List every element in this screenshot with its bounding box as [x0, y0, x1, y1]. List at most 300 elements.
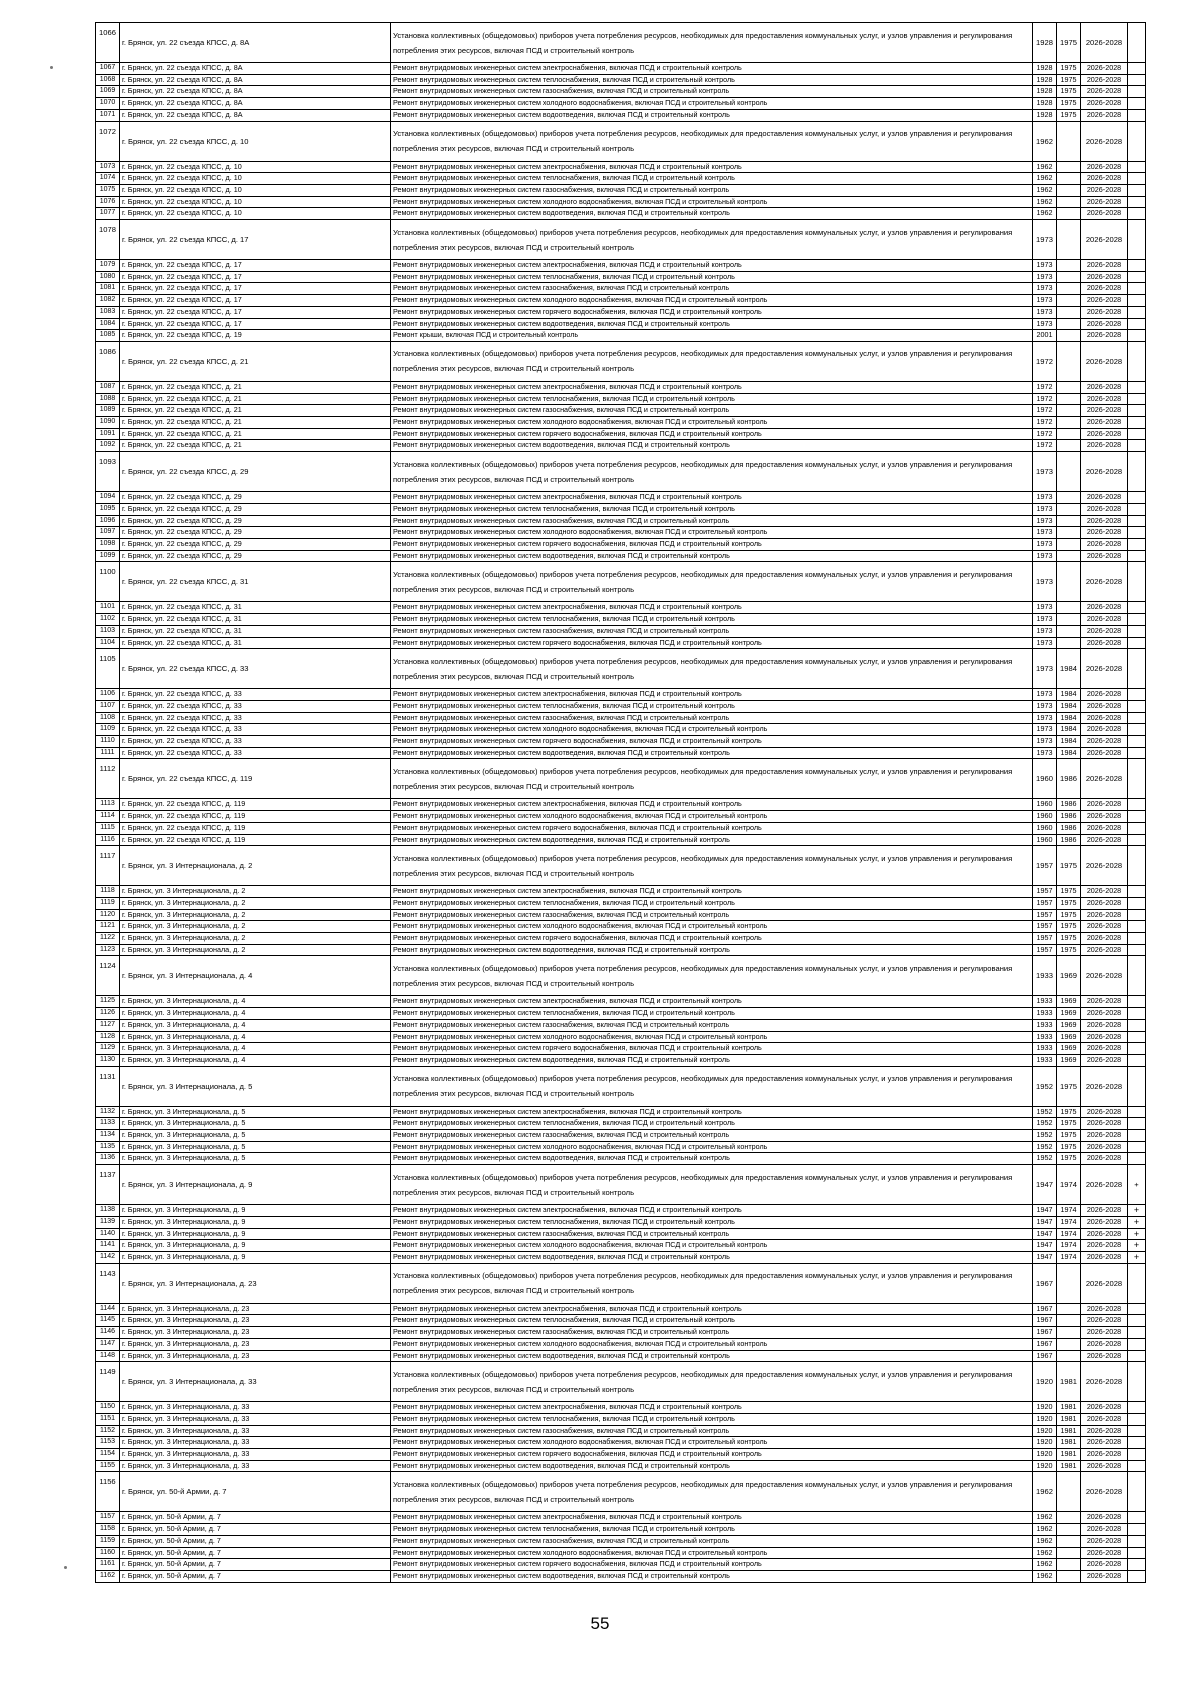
last-repair-year-cell: 1981 — [1057, 1402, 1081, 1414]
build-year-cell: 1960 — [1033, 759, 1057, 799]
planned-period-cell: 2026-2028 — [1081, 1106, 1128, 1118]
work-type-cell: Ремонт внутридомовых инженерных систем горячего водоснабжения, включая ПСД и строительный контроль — [391, 1559, 1033, 1571]
table-row — [96, 1559, 1146, 1571]
work-type-cell: Ремонт внутридомовых инженерных систем водоотведения, включая ПСД и строительный контроль — [391, 109, 1033, 121]
mark-cell — [1128, 1118, 1146, 1130]
table-row — [96, 23, 1146, 63]
address-cell: г. Брянск, ул. 3 Интернационала, д. 23 — [120, 1263, 391, 1303]
build-year-cell: 1967 — [1033, 1338, 1057, 1350]
mark-cell — [1128, 260, 1146, 272]
mark-cell — [1128, 562, 1146, 602]
last-repair-year-cell: 1974 — [1057, 1240, 1081, 1252]
mark-cell — [1128, 886, 1146, 898]
mark-cell — [1128, 1338, 1146, 1350]
mark-cell — [1128, 1327, 1146, 1339]
build-year-cell: 1947 — [1033, 1165, 1057, 1205]
table-row — [96, 1165, 1146, 1205]
work-type-cell: Установка коллективных (общедомовых) приборов учета потребления ресурсов, необходимых для предоставления коммунальных услуг, и узлов управления и регулирования потребления этих ресурсов, включая ПСД и строительный контроль — [391, 1066, 1033, 1106]
build-year-cell: 1952 — [1033, 1141, 1057, 1153]
row-number: 1117 — [96, 846, 120, 886]
row-number: 1135 — [96, 1141, 120, 1153]
row-number: 1140 — [96, 1228, 120, 1240]
planned-period-cell: 2026-2028 — [1081, 1570, 1128, 1582]
table-row — [96, 689, 1146, 701]
table-row — [96, 1327, 1146, 1339]
row-number: 1126 — [96, 1008, 120, 1020]
planned-period-cell: 2026-2028 — [1081, 503, 1128, 515]
planned-period-cell: 2026-2028 — [1081, 330, 1128, 342]
work-type-cell: Ремонт внутридомовых инженерных систем холодного водоснабжения, включая ПСД и строительный контроль — [391, 1437, 1033, 1449]
last-repair-year-cell: 1974 — [1057, 1165, 1081, 1205]
row-number: 1148 — [96, 1350, 120, 1362]
row-number: 1079 — [96, 260, 120, 272]
address-cell: г. Брянск, ул. 22 съезда КПСС, д. 119 — [120, 822, 391, 834]
work-type-cell: Ремонт внутридомовых инженерных систем холодного водоснабжения, включая ПСД и строительный контроль — [391, 1031, 1033, 1043]
address-cell: г. Брянск, ул. 3 Интернационала, д. 4 — [120, 996, 391, 1008]
planned-period-cell: 2026-2028 — [1081, 625, 1128, 637]
table-row — [96, 161, 1146, 173]
row-number: 1127 — [96, 1019, 120, 1031]
work-type-cell: Ремонт внутридомовых инженерных систем газоснабжения, включая ПСД и строительный контроль — [391, 909, 1033, 921]
build-year-cell: 1973 — [1033, 747, 1057, 759]
mark-cell — [1128, 1043, 1146, 1055]
row-number: 1137 — [96, 1165, 120, 1205]
build-year-cell: 2001 — [1033, 330, 1057, 342]
work-type-cell: Ремонт внутридомовых инженерных систем электроснабжения, включая ПСД и строительный контроль — [391, 602, 1033, 614]
address-cell: г. Брянск, ул. 3 Интернационала, д. 5 — [120, 1141, 391, 1153]
mark-cell — [1128, 822, 1146, 834]
row-number: 1073 — [96, 161, 120, 173]
work-type-cell: Ремонт внутридомовых инженерных систем теплоснабжения, включая ПСД и строительный контроль — [391, 1118, 1033, 1130]
table-row — [96, 109, 1146, 121]
work-type-cell: Ремонт внутридомовых инженерных систем водоотведения, включая ПСД и строительный контроль — [391, 1153, 1033, 1165]
build-year-cell: 1957 — [1033, 944, 1057, 956]
build-year-cell: 1973 — [1033, 712, 1057, 724]
table-row — [96, 1252, 1146, 1264]
last-repair-year-cell — [1057, 550, 1081, 562]
work-type-cell: Ремонт внутридомовых инженерных систем электроснабжения, включая ПСД и строительный контроль — [391, 1205, 1033, 1217]
work-type-cell: Ремонт внутридомовых инженерных систем горячего водоснабжения, включая ПСД и строительный контроль — [391, 933, 1033, 945]
last-repair-year-cell: 1974 — [1057, 1216, 1081, 1228]
table-row — [96, 1547, 1146, 1559]
row-number: 1124 — [96, 956, 120, 996]
mark-cell — [1128, 306, 1146, 318]
build-year-cell: 1973 — [1033, 306, 1057, 318]
row-number: 1067 — [96, 63, 120, 75]
planned-period-cell: 2026-2028 — [1081, 1547, 1128, 1559]
build-year-cell: 1973 — [1033, 271, 1057, 283]
address-cell: г. Брянск, ул. 50-й Армии, д. 7 — [120, 1570, 391, 1582]
build-year-cell: 1962 — [1033, 121, 1057, 161]
last-repair-year-cell — [1057, 271, 1081, 283]
planned-period-cell: 2026-2028 — [1081, 1315, 1128, 1327]
row-number: 1099 — [96, 550, 120, 562]
build-year-cell: 1972 — [1033, 341, 1057, 381]
address-cell: г. Брянск, ул. 22 съезда КПСС, д. 21 — [120, 381, 391, 393]
mark-cell — [1128, 1153, 1146, 1165]
work-type-cell: Ремонт внутридомовых инженерных систем холодного водоснабжения, включая ПСД и строительный контроль — [391, 1141, 1033, 1153]
address-cell: г. Брянск, ул. 22 съезда КПСС, д. 10 — [120, 173, 391, 185]
last-repair-year-cell: 1981 — [1057, 1425, 1081, 1437]
address-cell: г. Брянск, ул. 22 съезда КПСС, д. 29 — [120, 452, 391, 492]
planned-period-cell: 2026-2028 — [1081, 381, 1128, 393]
table-row — [96, 306, 1146, 318]
work-type-cell: Установка коллективных (общедомовых) приборов учета потребления ресурсов, необходимых для предоставления коммунальных услуг, и узлов управления и регулирования потребления этих ресурсов, включая ПСД и строительный контроль — [391, 956, 1033, 996]
work-type-cell: Установка коллективных (общедомовых) приборов учета потребления ресурсов, необходимых для предоставления коммунальных услуг, и узлов управления и регулирования потребления этих ресурсов, включая ПСД и строительный контроль — [391, 220, 1033, 260]
mark-cell — [1128, 196, 1146, 208]
table-row — [96, 1130, 1146, 1142]
row-number: 1103 — [96, 625, 120, 637]
address-cell: г. Брянск, ул. 3 Интернационала, д. 33 — [120, 1425, 391, 1437]
mark-cell — [1128, 1303, 1146, 1315]
address-cell: г. Брянск, ул. 22 съезда КПСС, д. 21 — [120, 417, 391, 429]
address-cell: г. Брянск, ул. 3 Интернационала, д. 4 — [120, 956, 391, 996]
address-cell: г. Брянск, ул. 22 съезда КПСС, д. 8А — [120, 98, 391, 110]
planned-period-cell: 2026-2028 — [1081, 1402, 1128, 1414]
row-number: 1105 — [96, 649, 120, 689]
mark-cell — [1128, 909, 1146, 921]
work-type-cell: Установка коллективных (общедомовых) приборов учета потребления ресурсов, необходимых для предоставления коммунальных услуг, и узлов управления и регулирования потребления этих ресурсов, включая ПСД и строительный контроль — [391, 341, 1033, 381]
address-cell: г. Брянск, ул. 22 съезда КПСС, д. 33 — [120, 736, 391, 748]
row-number: 1094 — [96, 492, 120, 504]
table-row — [96, 405, 1146, 417]
build-year-cell: 1957 — [1033, 921, 1057, 933]
planned-period-cell: 2026-2028 — [1081, 1437, 1128, 1449]
last-repair-year-cell: 1975 — [1057, 1118, 1081, 1130]
mark-cell — [1128, 515, 1146, 527]
address-cell: г. Брянск, ул. 22 съезда КПСС, д. 31 — [120, 614, 391, 626]
last-repair-year-cell — [1057, 1350, 1081, 1362]
build-year-cell: 1960 — [1033, 822, 1057, 834]
work-type-cell: Ремонт внутридомовых инженерных систем водоотведения, включая ПСД и строительный контроль — [391, 1252, 1033, 1264]
planned-period-cell: 2026-2028 — [1081, 822, 1128, 834]
row-number: 1136 — [96, 1153, 120, 1165]
table-row — [96, 121, 1146, 161]
build-year-cell: 1957 — [1033, 846, 1057, 886]
row-number: 1144 — [96, 1303, 120, 1315]
table-row — [96, 799, 1146, 811]
mark-cell — [1128, 1141, 1146, 1153]
address-cell: г. Брянск, ул. 22 съезда КПСС, д. 21 — [120, 393, 391, 405]
build-year-cell: 1973 — [1033, 700, 1057, 712]
mark-cell — [1128, 1106, 1146, 1118]
table-row — [96, 1524, 1146, 1536]
planned-period-cell: 2026-2028 — [1081, 417, 1128, 429]
last-repair-year-cell: 1969 — [1057, 1031, 1081, 1043]
planned-period-cell: 2026-2028 — [1081, 649, 1128, 689]
last-repair-year-cell: 1981 — [1057, 1413, 1081, 1425]
mark-cell — [1128, 330, 1146, 342]
table-row — [96, 712, 1146, 724]
address-cell: г. Брянск, ул. 22 съезда КПСС, д. 17 — [120, 220, 391, 260]
work-type-cell: Ремонт внутридомовых инженерных систем холодного водоснабжения, включая ПСД и строительный контроль — [391, 1240, 1033, 1252]
planned-period-cell: 2026-2028 — [1081, 1066, 1128, 1106]
build-year-cell: 1962 — [1033, 1512, 1057, 1524]
last-repair-year-cell — [1057, 393, 1081, 405]
table-row — [96, 921, 1146, 933]
mark-cell — [1128, 1524, 1146, 1536]
work-type-cell: Ремонт внутридомовых инженерных систем теплоснабжения, включая ПСД и строительный контроль — [391, 74, 1033, 86]
planned-period-cell: 2026-2028 — [1081, 283, 1128, 295]
mark-cell — [1128, 1362, 1146, 1402]
table-row — [96, 1118, 1146, 1130]
mark-cell — [1128, 208, 1146, 220]
address-cell: г. Брянск, ул. 3 Интернационала, д. 23 — [120, 1338, 391, 1350]
planned-period-cell: 2026-2028 — [1081, 492, 1128, 504]
build-year-cell: 1920 — [1033, 1460, 1057, 1472]
work-type-cell: Ремонт внутридомовых инженерных систем водоотведения, включая ПСД и строительный контроль — [391, 208, 1033, 220]
mark-cell — [1128, 121, 1146, 161]
planned-period-cell: 2026-2028 — [1081, 886, 1128, 898]
work-type-cell: Ремонт внутридомовых инженерных систем холодного водоснабжения, включая ПСД и строительный контроль — [391, 527, 1033, 539]
last-repair-year-cell — [1057, 260, 1081, 272]
build-year-cell: 1957 — [1033, 933, 1057, 945]
address-cell: г. Брянск, ул. 22 съезда КПСС, д. 119 — [120, 834, 391, 846]
table-row — [96, 724, 1146, 736]
mark-cell — [1128, 799, 1146, 811]
build-year-cell: 1962 — [1033, 1547, 1057, 1559]
work-type-cell: Ремонт внутридомовых инженерных систем газоснабжения, включая ПСД и строительный контроль — [391, 1228, 1033, 1240]
row-number: 1142 — [96, 1252, 120, 1264]
planned-period-cell: 2026-2028 — [1081, 428, 1128, 440]
row-number: 1157 — [96, 1512, 120, 1524]
table-body — [96, 23, 1146, 1583]
address-cell: г. Брянск, ул. 22 съезда КПСС, д. 119 — [120, 811, 391, 823]
last-repair-year-cell — [1057, 602, 1081, 614]
work-type-cell: Ремонт внутридомовых инженерных систем газоснабжения, включая ПСД и строительный контроль — [391, 1327, 1033, 1339]
build-year-cell: 1952 — [1033, 1118, 1057, 1130]
row-number: 1081 — [96, 283, 120, 295]
build-year-cell: 1972 — [1033, 417, 1057, 429]
address-cell: г. Брянск, ул. 22 съезда КПСС, д. 29 — [120, 550, 391, 562]
page-number: 55 — [590, 1614, 610, 1633]
row-number: 1085 — [96, 330, 120, 342]
planned-period-cell: 2026-2028 — [1081, 1327, 1128, 1339]
address-cell: г. Брянск, ул. 22 съезда КПСС, д. 33 — [120, 649, 391, 689]
last-repair-year-cell — [1057, 1547, 1081, 1559]
table-row — [96, 602, 1146, 614]
planned-period-cell: 2026-2028 — [1081, 637, 1128, 649]
work-type-cell: Установка коллективных (общедомовых) приборов учета потребления ресурсов, необходимых для предоставления коммунальных услуг, и узлов управления и регулирования потребления этих ресурсов, включая ПСД и строительный контроль — [391, 759, 1033, 799]
table-row — [96, 538, 1146, 550]
mark-cell: + — [1128, 1228, 1146, 1240]
row-number: 1072 — [96, 121, 120, 161]
last-repair-year-cell: 1981 — [1057, 1362, 1081, 1402]
last-repair-year-cell: 1981 — [1057, 1437, 1081, 1449]
mark-cell — [1128, 614, 1146, 626]
work-type-cell: Ремонт внутридомовых инженерных систем водоотведения, включая ПСД и строительный контроль — [391, 550, 1033, 562]
planned-period-cell: 2026-2028 — [1081, 1535, 1128, 1547]
address-cell: г. Брянск, ул. 3 Интернационала, д. 4 — [120, 1019, 391, 1031]
last-repair-year-cell: 1969 — [1057, 996, 1081, 1008]
last-repair-year-cell — [1057, 220, 1081, 260]
work-type-cell: Ремонт внутридомовых инженерных систем холодного водоснабжения, включая ПСД и строительный контроль — [391, 1338, 1033, 1350]
last-repair-year-cell: 1975 — [1057, 846, 1081, 886]
planned-period-cell: 2026-2028 — [1081, 196, 1128, 208]
mark-cell — [1128, 417, 1146, 429]
mark-cell — [1128, 1425, 1146, 1437]
row-number: 1068 — [96, 74, 120, 86]
row-number: 1087 — [96, 381, 120, 393]
table-row — [96, 1512, 1146, 1524]
build-year-cell: 1962 — [1033, 1559, 1057, 1571]
address-cell: г. Брянск, ул. 22 съезда КПСС, д. 10 — [120, 196, 391, 208]
table-row — [96, 897, 1146, 909]
last-repair-year-cell — [1057, 1535, 1081, 1547]
table-row — [96, 1054, 1146, 1066]
last-repair-year-cell — [1057, 503, 1081, 515]
planned-period-cell: 2026-2028 — [1081, 220, 1128, 260]
table-row — [96, 1413, 1146, 1425]
build-year-cell: 1920 — [1033, 1402, 1057, 1414]
table-row — [96, 1402, 1146, 1414]
address-cell: г. Брянск, ул. 3 Интернационала, д. 5 — [120, 1106, 391, 1118]
address-cell: г. Брянск, ул. 50-й Армии, д. 7 — [120, 1535, 391, 1547]
row-number: 1089 — [96, 405, 120, 417]
planned-period-cell: 2026-2028 — [1081, 1216, 1128, 1228]
work-type-cell: Ремонт внутридомовых инженерных систем горячего водоснабжения, включая ПСД и строительный контроль — [391, 822, 1033, 834]
table-row — [96, 614, 1146, 626]
address-cell: г. Брянск, ул. 22 съезда КПСС, д. 33 — [120, 724, 391, 736]
build-year-cell: 1973 — [1033, 452, 1057, 492]
address-cell: г. Брянск, ул. 22 съезда КПСС, д. 119 — [120, 799, 391, 811]
mark-cell — [1128, 602, 1146, 614]
mark-cell — [1128, 492, 1146, 504]
last-repair-year-cell — [1057, 1512, 1081, 1524]
row-number: 1118 — [96, 886, 120, 898]
row-number: 1153 — [96, 1437, 120, 1449]
mark-cell — [1128, 220, 1146, 260]
row-number: 1113 — [96, 799, 120, 811]
row-number: 1110 — [96, 736, 120, 748]
row-number: 1119 — [96, 897, 120, 909]
work-type-cell: Ремонт внутридомовых инженерных систем теплоснабжения, включая ПСД и строительный контроль — [391, 897, 1033, 909]
row-number: 1115 — [96, 822, 120, 834]
planned-period-cell: 2026-2028 — [1081, 1008, 1128, 1020]
last-repair-year-cell — [1057, 1338, 1081, 1350]
address-cell: г. Брянск, ул. 22 съезда КПСС, д. 19 — [120, 330, 391, 342]
address-cell: г. Брянск, ул. 3 Интернационала, д. 5 — [120, 1066, 391, 1106]
last-repair-year-cell — [1057, 1315, 1081, 1327]
last-repair-year-cell — [1057, 527, 1081, 539]
address-cell: г. Брянск, ул. 22 съезда КПСС, д. 31 — [120, 637, 391, 649]
last-repair-year-cell: 1975 — [1057, 1130, 1081, 1142]
row-number: 1130 — [96, 1054, 120, 1066]
work-type-cell: Ремонт внутридомовых инженерных систем горячего водоснабжения, включая ПСД и строительный контроль — [391, 1043, 1033, 1055]
work-type-cell: Ремонт внутридомовых инженерных систем холодного водоснабжения, включая ПСД и строительный контроль — [391, 1547, 1033, 1559]
address-cell: г. Брянск, ул. 3 Интернационала, д. 2 — [120, 909, 391, 921]
row-number: 1074 — [96, 173, 120, 185]
work-type-cell: Ремонт внутридомовых инженерных систем теплоснабжения, включая ПСД и строительный контроль — [391, 700, 1033, 712]
address-cell: г. Брянск, ул. 22 съезда КПСС, д. 33 — [120, 747, 391, 759]
build-year-cell: 1973 — [1033, 637, 1057, 649]
planned-period-cell: 2026-2028 — [1081, 1559, 1128, 1571]
table-row — [96, 1437, 1146, 1449]
last-repair-year-cell — [1057, 440, 1081, 452]
row-number: 1076 — [96, 196, 120, 208]
row-number: 1150 — [96, 1402, 120, 1414]
build-year-cell: 1947 — [1033, 1252, 1057, 1264]
work-type-cell: Ремонт внутридомовых инженерных систем газоснабжения, включая ПСД и строительный контроль — [391, 1019, 1033, 1031]
planned-period-cell: 2026-2028 — [1081, 956, 1128, 996]
table-row — [96, 1205, 1146, 1217]
address-cell: г. Брянск, ул. 3 Интернационала, д. 9 — [120, 1252, 391, 1264]
row-number: 1121 — [96, 921, 120, 933]
mark-cell — [1128, 1570, 1146, 1582]
mark-cell — [1128, 689, 1146, 701]
planned-period-cell: 2026-2028 — [1081, 121, 1128, 161]
last-repair-year-cell — [1057, 452, 1081, 492]
row-number: 1156 — [96, 1472, 120, 1512]
row-number: 1159 — [96, 1535, 120, 1547]
build-year-cell: 1967 — [1033, 1327, 1057, 1339]
build-year-cell: 1973 — [1033, 625, 1057, 637]
row-number: 1106 — [96, 689, 120, 701]
planned-period-cell: 2026-2028 — [1081, 602, 1128, 614]
table-row — [96, 381, 1146, 393]
row-number: 1155 — [96, 1460, 120, 1472]
address-cell: г. Брянск, ул. 22 съезда КПСС, д. 33 — [120, 712, 391, 724]
work-type-cell: Ремонт внутридомовых инженерных систем газоснабжения, включая ПСД и строительный контроль — [391, 712, 1033, 724]
mark-cell — [1128, 921, 1146, 933]
planned-period-cell: 2026-2028 — [1081, 440, 1128, 452]
planned-period-cell: 2026-2028 — [1081, 747, 1128, 759]
work-type-cell: Ремонт внутридомовых инженерных систем холодного водоснабжения, включая ПСД и строительный контроль — [391, 724, 1033, 736]
table-row — [96, 341, 1146, 381]
work-type-cell: Установка коллективных (общедомовых) приборов учета потребления ресурсов, необходимых для предоставления коммунальных услуг, и узлов управления и регулирования потребления этих ресурсов, включая ПСД и строительный контроль — [391, 649, 1033, 689]
mark-cell — [1128, 1437, 1146, 1449]
table-row — [96, 1008, 1146, 1020]
build-year-cell: 1933 — [1033, 1054, 1057, 1066]
address-cell: г. Брянск, ул. 50-й Армии, д. 7 — [120, 1524, 391, 1536]
table-row — [96, 503, 1146, 515]
work-type-cell: Ремонт внутридомовых инженерных систем водоотведения, включая ПСД и строительный контроль — [391, 1350, 1033, 1362]
last-repair-year-cell: 1975 — [1057, 98, 1081, 110]
table-row — [96, 1153, 1146, 1165]
table-row — [96, 283, 1146, 295]
table-row — [96, 417, 1146, 429]
mark-cell: + — [1128, 1252, 1146, 1264]
planned-period-cell: 2026-2028 — [1081, 271, 1128, 283]
table-row — [96, 271, 1146, 283]
address-cell: г. Брянск, ул. 22 съезда КПСС, д. 17 — [120, 318, 391, 330]
last-repair-year-cell: 1975 — [1057, 1141, 1081, 1153]
row-number: 1077 — [96, 208, 120, 220]
table-row — [96, 86, 1146, 98]
row-number: 1093 — [96, 452, 120, 492]
last-repair-year-cell — [1057, 283, 1081, 295]
last-repair-year-cell: 1981 — [1057, 1449, 1081, 1461]
work-type-cell: Установка коллективных (общедомовых) приборов учета потребления ресурсов, необходимых для предоставления коммунальных услуг, и узлов управления и регулирования потребления этих ресурсов, включая ПСД и строительный контроль — [391, 452, 1033, 492]
work-type-cell: Ремонт внутридомовых инженерных систем газоснабжения, включая ПСД и строительный контроль — [391, 184, 1033, 196]
table-row — [96, 996, 1146, 1008]
planned-period-cell: 2026-2028 — [1081, 799, 1128, 811]
table-row — [96, 1460, 1146, 1472]
last-repair-year-cell — [1057, 208, 1081, 220]
work-type-cell: Ремонт внутридомовых инженерных систем теплоснабжения, включая ПСД и строительный контроль — [391, 1524, 1033, 1536]
build-year-cell: 1973 — [1033, 649, 1057, 689]
last-repair-year-cell: 1984 — [1057, 700, 1081, 712]
row-number: 1070 — [96, 98, 120, 110]
mark-cell — [1128, 452, 1146, 492]
last-repair-year-cell — [1057, 637, 1081, 649]
last-repair-year-cell — [1057, 330, 1081, 342]
address-cell: г. Брянск, ул. 3 Интернационала, д. 9 — [120, 1228, 391, 1240]
mark-cell — [1128, 1413, 1146, 1425]
address-cell: г. Брянск, ул. 22 съезда КПСС, д. 29 — [120, 538, 391, 550]
row-number: 1075 — [96, 184, 120, 196]
table-row — [96, 452, 1146, 492]
